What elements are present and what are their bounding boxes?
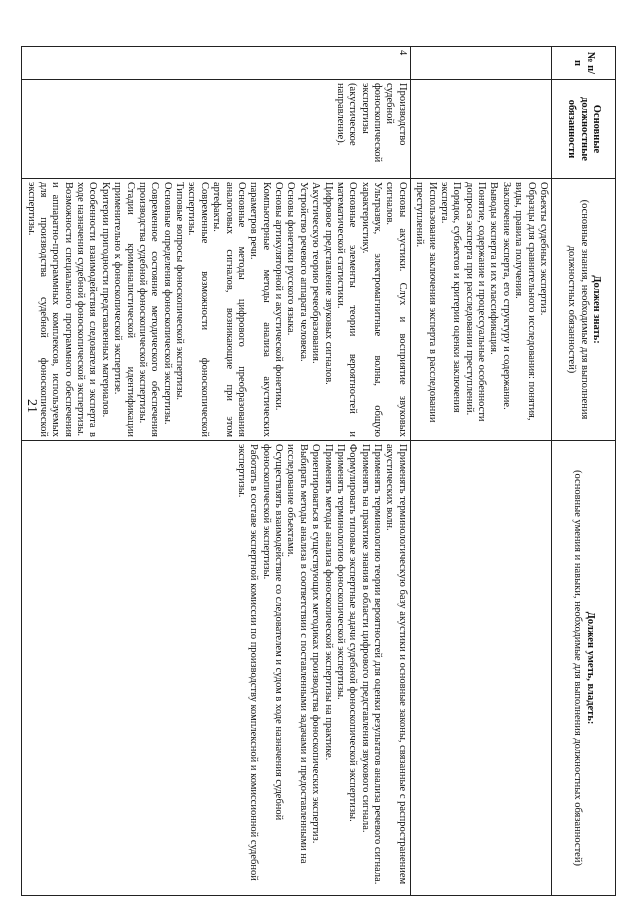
list-item: Компьютерные методы анализа акустических параметров речи. [248, 182, 272, 437]
list-item: Объекты судебных экспертиз. [538, 182, 549, 316]
list-item: Основы акустики. Слух и восприятие звуковых сигналов. [384, 182, 408, 437]
list-item: Современное состояние методического обеспечения производства судебной фоноскопической экспертизы. [137, 182, 161, 437]
list-item: Применять терминологическую базу акустики и основные законы, связанные с распространением акустических волн. [384, 444, 408, 885]
list-item: Ультразвук, электромагнитные волны, общую характеристику. [359, 182, 384, 437]
list-item: Основные определения фоноскопической экспертизы. [161, 182, 173, 425]
header-number: № п/п [552, 47, 616, 80]
list-item: Основные элементы теории вероятностей и математической статистики. [335, 182, 359, 437]
page-number: 21 [24, 399, 39, 413]
list-item: Стадии криминалистической идентификации применительно к фоноскопической экспертизе. [112, 182, 136, 437]
list-item: Выводы эксперта и их классификация. [488, 182, 500, 355]
list-item: Устройство речевого аппарата человека. [297, 182, 309, 362]
list-item: Использование заключения эксперта в расследовании преступлений. [414, 182, 438, 423]
list-item: Особенности взаимодействия следователя и эксперта в ходе назначения судебной фоноскопической экспертизы. [75, 182, 99, 437]
table-header-row [552, 47, 616, 896]
list-item: Работать в составе экспертной комиссии по производству комплексной и комиссионной судебной экспертизы. [236, 444, 260, 881]
list-item: Основы артикуляторной и акустической фонетики. [273, 182, 285, 411]
list-item: Основы фонетики русского языка. [285, 182, 297, 336]
header-duties: Основные должностные обязанности [552, 80, 616, 179]
list-item: Выбирать методы анализа в соответствии с поставленными задачами и предоставленными на исследование объектами. [285, 444, 309, 864]
list-item: Понятие, содержание и процессуальные особенности допроса эксперта при расследовании преступлений. [463, 182, 488, 422]
cell-duty: Производство судебной фоноскопической экспертизы (акустическое направление). [22, 80, 411, 179]
cell-skills [410, 441, 551, 896]
list-item: Акустическую теорию речеобразования. [310, 182, 322, 364]
list-item: Порядок, субъектов и критерии оценки заключения эксперта. [439, 182, 463, 413]
header-skills: Должен уметь, владеть: (основные умения и навыки, необходимые для выполнения должностных обязанностей) [552, 441, 616, 896]
list-item: Осуществлять взаимодействие со следователем и судом в ходе назначения судебной фоноскопической экспертизы. [260, 444, 285, 821]
cell-duty [410, 80, 551, 179]
cell-number: 4 [22, 47, 411, 80]
list-item: Применять терминологию фоноскопической экспертизы. [335, 444, 346, 700]
cell-skills [22, 441, 411, 896]
list-item: Возможности специального программного обеспечения и аппаратно-программных комплексов, используемых для производства судебной фоноскопической экспертизы. [25, 182, 74, 437]
cell-knowledge [22, 179, 411, 441]
list-item: Цифровое представление звуковых сигналов. [322, 182, 334, 385]
table-row [410, 47, 551, 896]
cell-number [410, 47, 551, 80]
cell-knowledge [410, 179, 551, 441]
list-item: Формулировать типовые экспертные задачи судебной фоноскопической экспертизы. [347, 444, 359, 822]
list-item: Применять методы анализа фоноскопической экспертизы на практике. [322, 444, 334, 761]
header-knowledge: Должен знать: (основные знания, необходимые для выполнения должностных обязанностей) [552, 179, 616, 441]
list-item: Типовые вопросы фоноскопической экспертизы. [174, 182, 186, 401]
list-item: Современные возможности фоноскопической экспертизы. [186, 182, 210, 437]
list-item: Применять терминологию теории вероятностей для оценки результатов анализа речевого сигнала. [372, 444, 384, 885]
list-item: Основные методы цифрового преобразования аналоговых сигналов, возникающие при этом артефакты. [211, 182, 247, 437]
table-row [22, 47, 411, 896]
list-item: Образцы для сравнительного исследования: понятия, виды, правила получения. [513, 182, 537, 421]
list-item: Заключение эксперта, его структуру и содержание. [500, 182, 512, 410]
list-item: Применять на практике знания в области цифрового представления звукового сигнала. [359, 444, 371, 833]
list-item: Критерии пригодности представленных материалов. [99, 182, 111, 418]
list-item: Ориентироваться в существующих методиках производства фоноскопических экспертиз. [310, 444, 322, 844]
duties-table [21, 46, 616, 896]
